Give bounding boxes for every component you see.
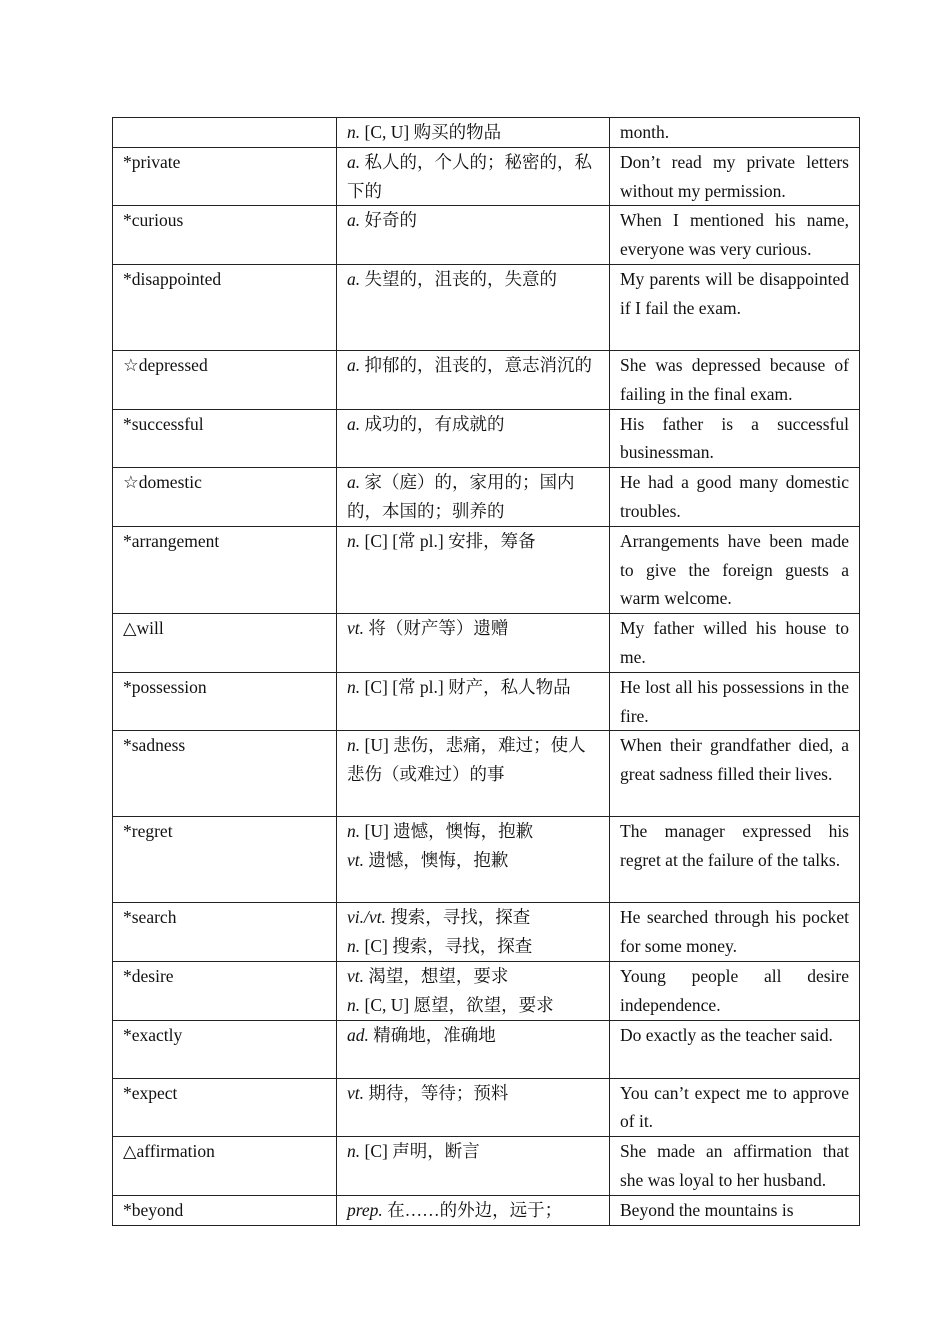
- example-cell: He searched through his pocket for some money.: [610, 903, 860, 962]
- part-of-speech: vt.: [347, 850, 365, 871]
- part-of-speech: prep.: [347, 1199, 383, 1220]
- example-cell: His father is a successful businessman.: [610, 409, 860, 468]
- definition-line: [347, 962, 599, 991]
- word-cell: *arrangement: [113, 526, 337, 613]
- definition-line: [347, 932, 599, 961]
- definition-text: [U] 悲伤，悲痛，难过；使人悲伤（或难过）的事: [347, 735, 586, 785]
- definition-line: [347, 468, 599, 526]
- table-row: [113, 206, 860, 265]
- definition-cell: [337, 264, 610, 350]
- example-cell: You can’t expect me to approve of it.: [610, 1078, 860, 1137]
- example-cell: When their grandfather died, a great sadness filled their lives.: [610, 731, 860, 817]
- definition-line: [347, 148, 599, 206]
- definition-text: 成功的，有成就的: [360, 413, 505, 434]
- part-of-speech: n.: [347, 676, 361, 697]
- table-row: [113, 961, 860, 1020]
- definition-text: 好奇的: [360, 210, 417, 231]
- definition-line: [347, 731, 599, 789]
- part-of-speech: n.: [347, 530, 361, 551]
- definition-line: [347, 527, 599, 556]
- definition-cell: [337, 614, 610, 673]
- definition-text: 失望的，沮丧的，失意的: [360, 268, 557, 289]
- definition-text: 精确地，准确地: [368, 1024, 496, 1045]
- table-row: [113, 409, 860, 468]
- definition-line: [347, 1137, 599, 1166]
- definition-text: [C] [常 pl.] 财产，私人物品: [360, 676, 571, 697]
- part-of-speech: vt.: [347, 618, 365, 639]
- part-of-speech: n.: [347, 735, 361, 756]
- definition-text: [C, U] 购买的物品: [360, 122, 502, 142]
- definition-cell: [337, 672, 610, 731]
- word-cell: *successful: [113, 409, 337, 468]
- example-cell: month.: [610, 118, 860, 148]
- example-cell: My father willed his house to me.: [610, 614, 860, 673]
- vocabulary-table: [112, 117, 860, 1226]
- definition-cell: [337, 118, 610, 148]
- definition-line: [347, 673, 599, 702]
- table-row: [113, 731, 860, 817]
- word-cell: *possession: [113, 672, 337, 731]
- word-cell: [113, 118, 337, 148]
- word-cell: *regret: [113, 817, 337, 903]
- definition-text: 抑郁的，沮丧的，意志消沉的: [360, 354, 592, 375]
- example-cell: Don’t read my private letters without my permission.: [610, 147, 860, 206]
- definition-text: 搜索，寻找，探查: [385, 907, 531, 928]
- word-cell: △will: [113, 614, 337, 673]
- part-of-speech: n.: [347, 122, 361, 142]
- definition-cell: [337, 1195, 610, 1225]
- example-cell: My parents will be disappointed if I fail the exam.: [610, 264, 860, 350]
- definition-text: 家（庭）的，家用的；国内的，本国的；驯养的: [347, 472, 575, 521]
- part-of-speech: n.: [347, 994, 361, 1015]
- part-of-speech: a.: [347, 268, 361, 289]
- definition-cell: [337, 731, 610, 817]
- word-cell: *exactly: [113, 1020, 337, 1078]
- example-cell: He had a good many domestic troubles.: [610, 468, 860, 527]
- vocabulary-table-body: [113, 118, 860, 1226]
- part-of-speech: a.: [347, 472, 361, 493]
- definition-text: 将（财产等）遗赠: [364, 618, 509, 639]
- word-cell: *search: [113, 903, 337, 962]
- part-of-speech: a.: [347, 413, 361, 434]
- definition-line: [347, 351, 599, 380]
- word-cell: *beyond: [113, 1195, 337, 1225]
- example-cell: The manager expressed his regret at the failure of the talks.: [610, 817, 860, 903]
- definition-cell: [337, 961, 610, 1020]
- table-row: [113, 526, 860, 613]
- example-cell: Young people all desire independence.: [610, 961, 860, 1020]
- table-row: [113, 147, 860, 206]
- table-row: [113, 672, 860, 731]
- definition-line: [347, 118, 599, 147]
- definition-line: [347, 991, 599, 1020]
- definition-cell: [337, 817, 610, 903]
- part-of-speech: n.: [347, 936, 361, 957]
- definition-cell: [337, 903, 610, 962]
- table-row: [113, 1195, 860, 1225]
- word-cell: *private: [113, 147, 337, 206]
- word-cell: *curious: [113, 206, 337, 265]
- word-cell: *expect: [113, 1078, 337, 1137]
- definition-line: [347, 265, 599, 294]
- definition-text: 期待，等待；预料: [364, 1082, 509, 1103]
- definition-line: [347, 410, 599, 439]
- definition-cell: [337, 1078, 610, 1137]
- word-cell: △affirmation: [113, 1137, 337, 1196]
- example-cell: She made an affirmation that she was loyal to her husband.: [610, 1137, 860, 1196]
- definition-cell: [337, 350, 610, 409]
- definition-line: [347, 817, 599, 846]
- definition-text: [C] 声明，断言: [360, 1141, 480, 1162]
- definition-text: 在……的外边，远于；: [382, 1199, 563, 1220]
- example-cell: Beyond the mountains is: [610, 1195, 860, 1225]
- definition-cell: [337, 468, 610, 527]
- table-row: [113, 118, 860, 148]
- definition-cell: [337, 1137, 610, 1196]
- example-cell: Do exactly as the teacher said.: [610, 1020, 860, 1078]
- definition-text: [C] [常 pl.] 安排，筹备: [360, 530, 536, 551]
- part-of-speech: a.: [347, 151, 361, 172]
- word-cell: ☆domestic: [113, 468, 337, 527]
- part-of-speech: a.: [347, 210, 361, 231]
- definition-cell: [337, 147, 610, 206]
- example-cell: She was depressed because of failing in the final exam.: [610, 350, 860, 409]
- example-cell: He lost all his possessions in the fire.: [610, 672, 860, 731]
- table-row: [113, 614, 860, 673]
- definition-line: [347, 614, 599, 643]
- definition-line: [347, 1196, 599, 1225]
- definition-cell: [337, 409, 610, 468]
- part-of-speech: vi./vt.: [347, 907, 386, 928]
- example-cell: Arrangements have been made to give the foreign guests a warm welcome.: [610, 526, 860, 613]
- definition-text: [C] 搜索，寻找，探查: [360, 936, 533, 957]
- definition-text: 私人的，个人的；秘密的，私下的: [347, 151, 592, 201]
- definition-line: [347, 206, 599, 235]
- definition-line: [347, 1021, 599, 1050]
- definition-cell: [337, 526, 610, 613]
- definition-text: 遗憾，懊悔，抱歉: [364, 850, 509, 871]
- word-cell: *sadness: [113, 731, 337, 817]
- part-of-speech: ad.: [347, 1024, 369, 1045]
- word-cell: *disappointed: [113, 264, 337, 350]
- definition-text: [U] 遗憾，懊悔，抱歉: [360, 821, 534, 842]
- definition-line: [347, 846, 599, 875]
- table-row: [113, 817, 860, 903]
- table-row: [113, 468, 860, 527]
- table-row: [113, 903, 860, 962]
- part-of-speech: vt.: [347, 965, 365, 986]
- definition-line: [347, 903, 599, 932]
- table-row: [113, 1020, 860, 1078]
- part-of-speech: n.: [347, 1141, 361, 1162]
- part-of-speech: a.: [347, 354, 361, 375]
- table-row: [113, 1078, 860, 1137]
- word-cell: *desire: [113, 961, 337, 1020]
- definition-cell: [337, 1020, 610, 1078]
- table-row: [113, 350, 860, 409]
- part-of-speech: n.: [347, 821, 361, 842]
- example-cell: When I mentioned his name, everyone was very curious.: [610, 206, 860, 265]
- definition-line: [347, 1079, 599, 1108]
- definition-text: [C, U] 愿望，欲望，要求: [360, 994, 554, 1015]
- definition-text: 渴望，想望，要求: [364, 965, 509, 986]
- part-of-speech: vt.: [347, 1082, 365, 1103]
- word-cell: ☆depressed: [113, 350, 337, 409]
- table-row: [113, 1137, 860, 1196]
- definition-cell: [337, 206, 610, 265]
- table-row: [113, 264, 860, 350]
